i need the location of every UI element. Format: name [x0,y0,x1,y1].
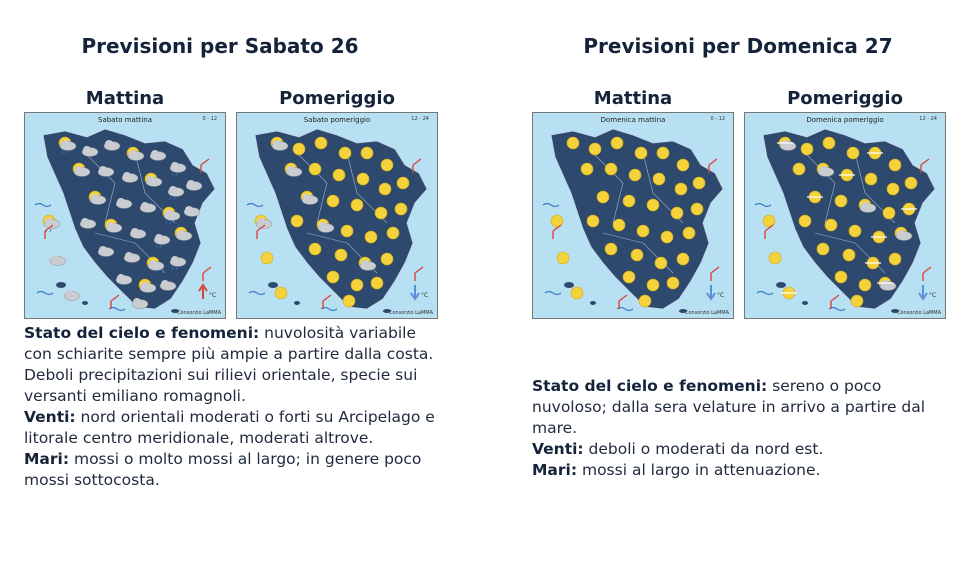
winds-label: Venti: [24,408,76,426]
weather-symbol-icon [309,243,321,255]
weather-symbol-icon [605,243,617,255]
weather-symbol-icon [817,243,829,255]
weather-symbol-icon [327,271,339,283]
weather-symbol-icon [293,143,305,155]
weather-symbol-icon [605,163,617,175]
weather-symbol-icon [631,249,643,261]
weather-symbol-icon [581,163,593,175]
weather-symbol-icon [647,279,659,291]
weather-symbol-icon [825,219,837,231]
weather-symbol-icon [683,227,695,239]
weather-symbol-icon [551,215,563,227]
weather-symbol-icon [835,195,847,207]
weather-symbol-icon [567,137,579,149]
weather-symbol-icon [769,252,781,264]
map-time-range: 12 - 24 [919,116,937,122]
weather-symbol-icon [613,219,625,231]
map-credit: Consorzio LaMMA [389,310,433,316]
saturday-afternoon-label: Pomeriggio [279,88,395,109]
weather-symbol-icon [309,163,321,175]
weather-symbol-icon [597,191,609,203]
weather-symbol-icon [801,143,813,155]
weather-symbol-icon [691,203,703,215]
map-credit: Consorzio LaMMA [177,310,221,316]
sunday-morning-map [532,112,734,319]
weather-symbol-icon [261,252,273,264]
seas-text: mossi o molto mossi al largo; in genere poco mossi sottocosta. [24,450,422,489]
weather-symbol-icon [629,169,641,181]
weather-symbol-icon [675,183,687,195]
weather-symbol-icon [865,173,877,185]
sky-label: Stato del cielo e fenomeni: [24,324,260,342]
map-caption: Sabato mattina [98,116,152,124]
weather-symbol-icon [341,225,353,237]
weather-symbol-icon [343,295,355,307]
weather-symbol-icon [653,173,665,185]
weather-symbol-icon [655,257,667,269]
weather-symbol-icon [835,271,847,283]
weather-symbol-icon [887,183,899,195]
saturday-afternoon-map [236,112,438,319]
weather-symbol-icon [677,253,689,265]
weather-symbol-icon [375,207,387,219]
sunday-afternoon-map [744,112,946,319]
weather-symbol-icon [365,231,377,243]
weather-symbol-icon [381,159,393,171]
weather-symbol-icon [589,143,601,155]
weather-symbol-icon [883,207,895,219]
sunday-title: Previsioni per Domenica 27 [583,34,893,58]
weather-symbol-icon [847,147,859,159]
sky-text: nuvolosità variabile con schiarite sempre più ampie a partire dalla costa. Deboli precipitazioni sui rilievi orientale, specie sui versanti emiliano romagnoli. [24,324,434,405]
weather-symbol-icon [693,177,705,189]
saturday-forecast-text [24,323,444,491]
saturday-morning-label: Mattina [85,88,165,109]
sky-label: Stato del cielo e fenomeni: [532,377,768,395]
weather-symbol-icon [335,249,347,261]
weather-symbol-icon [315,137,327,149]
weather-symbol-icon [851,295,863,307]
winds-label: Venti: [532,440,584,458]
weather-symbol-icon [333,169,345,181]
weather-symbol-icon [823,137,835,149]
tuscany-map-graphic [237,113,437,318]
weather-symbol-icon [623,271,635,283]
weather-symbol-icon [351,279,363,291]
map-caption: Domenica mattina [600,116,666,124]
weather-symbol-icon [587,215,599,227]
weather-symbol-icon [275,287,287,299]
weather-symbol-icon [889,253,901,265]
map-time-range: 0 - 12 [202,116,217,122]
map-caption: Domenica pomeriggio [806,116,884,124]
winds-text: deboli o moderati da nord est. [583,440,824,458]
sky-text: sereno o poco nuvoloso; dalla sera velature in arrivo a partire dal mare. [532,377,926,437]
weather-symbol-icon [339,147,351,159]
weather-symbol-icon [661,231,673,243]
weather-symbol-icon [635,147,647,159]
temperature-unit: °C [209,292,217,299]
weather-symbol-icon [327,195,339,207]
tuscany-map-graphic [533,113,733,318]
map-credit: Consorzio LaMMA [685,310,729,316]
weather-symbol-icon [793,163,805,175]
weather-symbol-icon [677,159,689,171]
weather-symbol-icon [905,177,917,189]
weather-symbol-icon [763,215,775,227]
map-credit: Consorzio LaMMA [897,310,941,316]
map-time-range: 12 - 24 [411,116,429,122]
weather-symbol-icon [291,215,303,227]
weather-symbol-icon [611,137,623,149]
weather-symbol-icon [647,199,659,211]
saturday-title: Previsioni per Sabato 26 [81,34,359,58]
weather-symbol-icon [799,215,811,227]
weather-symbol-icon [361,147,373,159]
weather-symbol-icon [667,277,679,289]
weather-symbol-icon [571,287,583,299]
weather-symbol-icon [859,279,871,291]
saturday-morning-map [24,112,226,319]
weather-symbol-icon [623,195,635,207]
weather-symbol-icon [351,199,363,211]
winds-text: nord orientali moderati o forti su Arcipelago e litorale centro meridionale, moderati altrove. [24,408,435,447]
weather-symbol-icon [657,147,669,159]
weather-symbol-icon [381,253,393,265]
weather-symbol-icon [889,159,901,171]
weather-symbol-icon [357,173,369,185]
weather-symbol-icon [843,249,855,261]
tuscany-map-graphic [745,113,945,318]
weather-symbol-icon [637,225,649,237]
weather-symbol-icon [387,227,399,239]
weather-symbol-icon [639,295,651,307]
weather-symbol-icon [397,177,409,189]
seas-label: Mari: [532,461,578,479]
seas-text: mossi al largo in attenuazione. [577,461,821,479]
temperature-unit: °C [929,292,937,299]
map-time-range: 0 - 12 [710,116,725,122]
temperature-unit: °C [717,292,725,299]
weather-symbol-icon [395,203,407,215]
weather-symbol-icon [371,277,383,289]
weather-symbol-icon [849,225,861,237]
weather-symbol-icon [379,183,391,195]
weather-symbol-icon [557,252,569,264]
map-caption: Sabato pomeriggio [303,116,371,124]
sunday-morning-label: Mattina [593,88,673,109]
sunday-afternoon-label: Pomeriggio [787,88,903,109]
tuscany-map-graphic [25,113,225,318]
seas-label: Mari: [24,450,70,468]
sunday-forecast-text [532,376,952,481]
temperature-unit: °C [421,292,429,299]
weather-symbol-icon [671,207,683,219]
